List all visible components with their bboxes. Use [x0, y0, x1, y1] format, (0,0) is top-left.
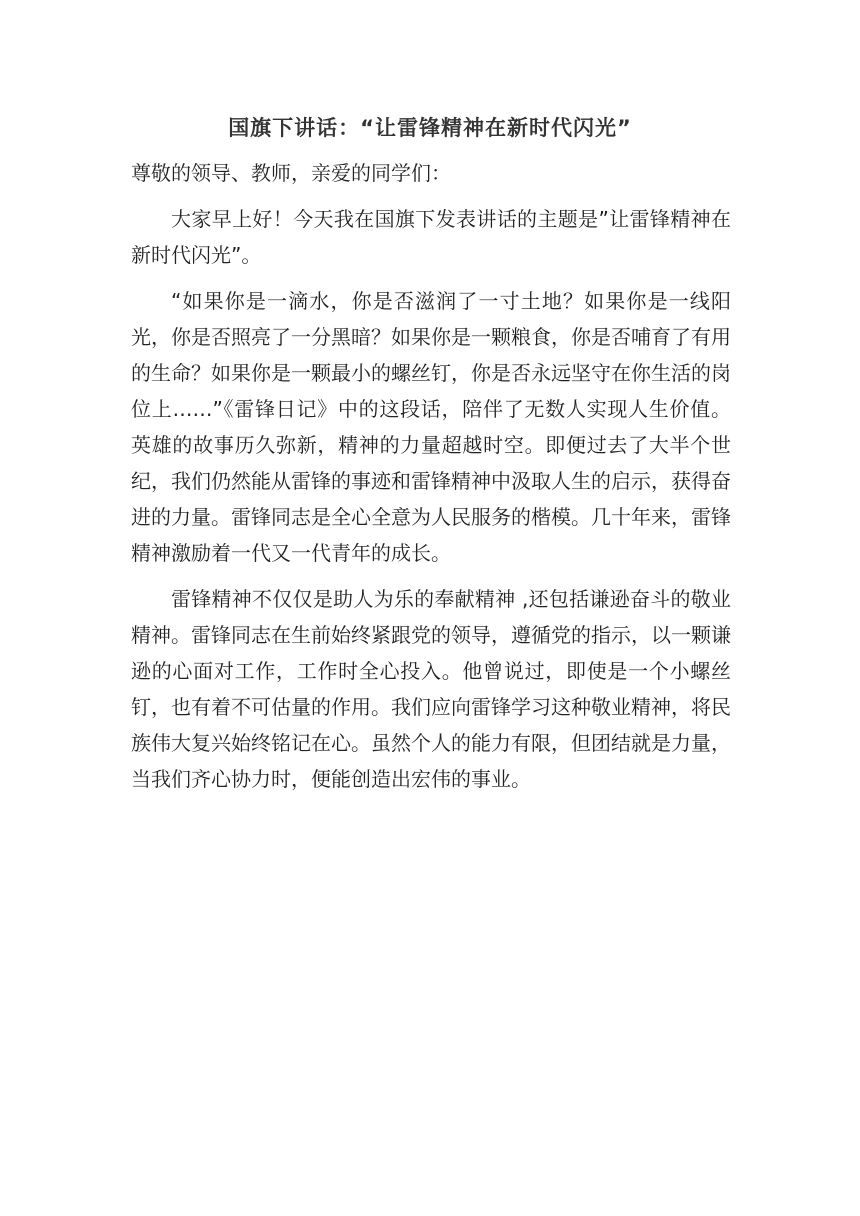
salutation: 尊敬的领导、教师，亲爱的同学们：: [131, 161, 451, 185]
paragraph-greeting: 大家早上好！今天我在国旗下发表讲话的主题是”让雷锋精神在新时代闪光”。: [131, 207, 731, 267]
document-body: [131, 155, 731, 797]
paragraph-dedication-spirit: 雷锋精神不仅仅是助人为乐的奉献精神 ,还包括谦逊奋斗的敬业精神。雷锋同志在生前始终紧跟党的领导，遵循党的指示，以一颗谦逊的心面对工作，工作时全心投入。他曾说过，即使是一个小螺丝钉，也有着不可估量的作用。我们应向雷锋学习这种敬业精神，将民族伟大复兴始终铭记在心。虽然个人的能力有限，但团结就是力量，当我们齐心协力时，便能创造出宏伟的事业。: [131, 587, 731, 791]
paragraph-diary-quote: “如果你是一滴水，你是否滋润了一寸土地？如果你是一线阳光，你是否照亮了一分黑暗？如果你是一颗粮食，你是否哺育了有用的生命？如果你是一颗最小的螺丝钉，你是否永远坚守在你生活的岗位上……”《雷锋日记》中的这段话，陪伴了无数人实现人生价值。英雄的故事历久弥新，精神的力量超越时空。即便过去了大半个世纪，我们仍然能从雷锋的事迹和雷锋精神中汲取人生的启示，获得奋进的力量。雷锋同志是全心全意为人民服务的楷模。几十年来，雷锋精神激励着一代又一代青年的成长。: [131, 289, 731, 565]
document-title: 国旗下讲话：“让雷锋精神在新时代闪光”: [228, 116, 632, 140]
